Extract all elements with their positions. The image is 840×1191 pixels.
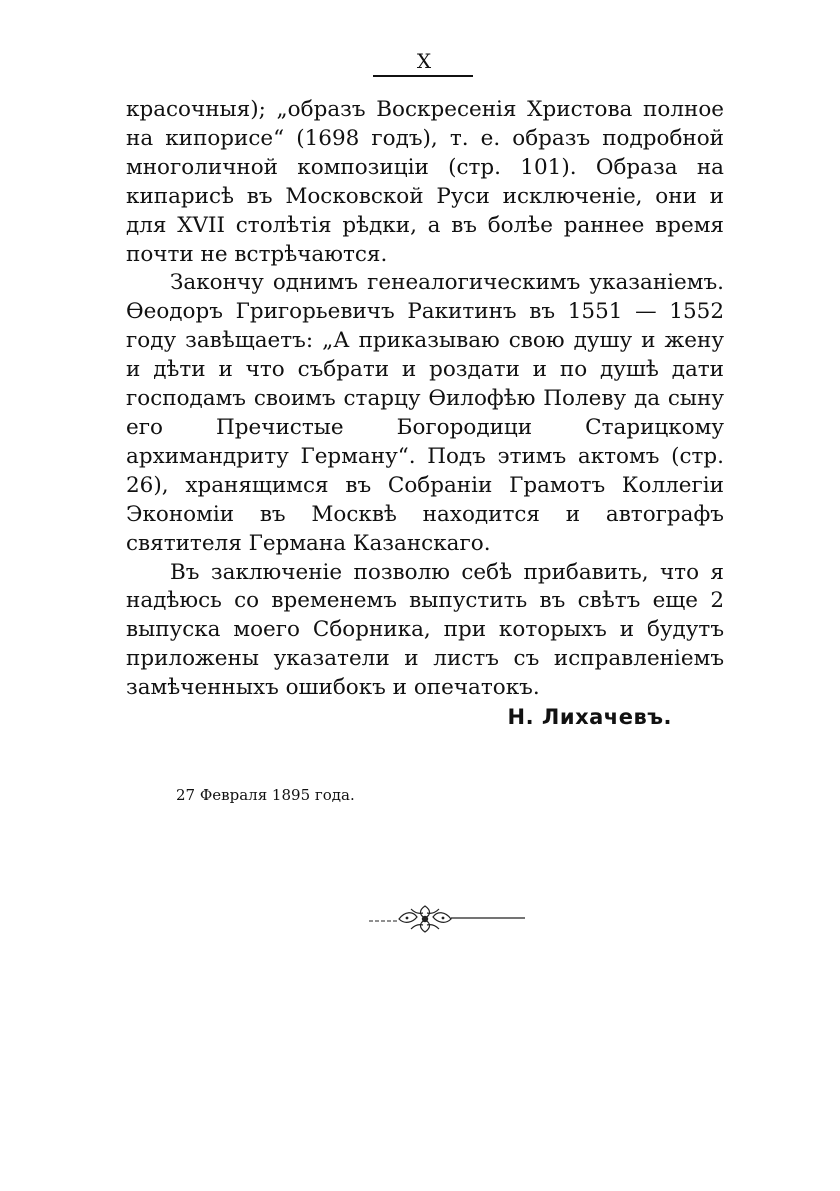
- floral-tailpiece-icon: [365, 900, 530, 938]
- paragraph-2: Закончу однимъ генеалогическимъ указаніемъ. Ѳеодоръ Григорьевичъ Ракитинъ въ 1551 — 1552 году завѣщаетъ: „А приказываю свою душу и жену и дѣти и что събрати и роздати и по душѣ дати господамъ своимъ старцу Ѳилофѣю Полеву да сыну его Пречистые Богородици Старицкому архимандриту Герману“. Подъ этимъ актомъ (стр. 26), хранящимся въ Собраніи Грамотъ Коллегіи Экономіи въ Москвѣ находится и автографъ святителя Германа Казанскаго.: [126, 270, 724, 556]
- body-text: [126, 96, 724, 703]
- paragraph-3: Въ заключеніе позволю себѣ прибавить, что я надѣюсь со временемъ выпустить въ свѣтъ еще 2 выпуска моего Сборника, при которыхъ и будутъ приложены указатели и листъ съ исправленіемъ замѣченныхъ ошибокъ и опечатокъ.: [126, 559, 724, 701]
- header-rule: [373, 75, 473, 77]
- page-number: X: [416, 49, 432, 73]
- paragraph-1: красочныя); „образъ Воскресенія Христова полное на кипорисе“ (1698 годъ), т. е. образъ подробной многоличной композиціи (стр. 101). Образа на кипарисѣ въ Московской Руси исключеніе, они и для XVII столѣтія рѣдки, а въ болѣе раннее время почти не встрѣчаются.: [126, 97, 724, 267]
- date-line: 27 Февраля 1895 года.: [176, 786, 355, 804]
- author-signature: Н. Лихачевъ.: [507, 705, 672, 729]
